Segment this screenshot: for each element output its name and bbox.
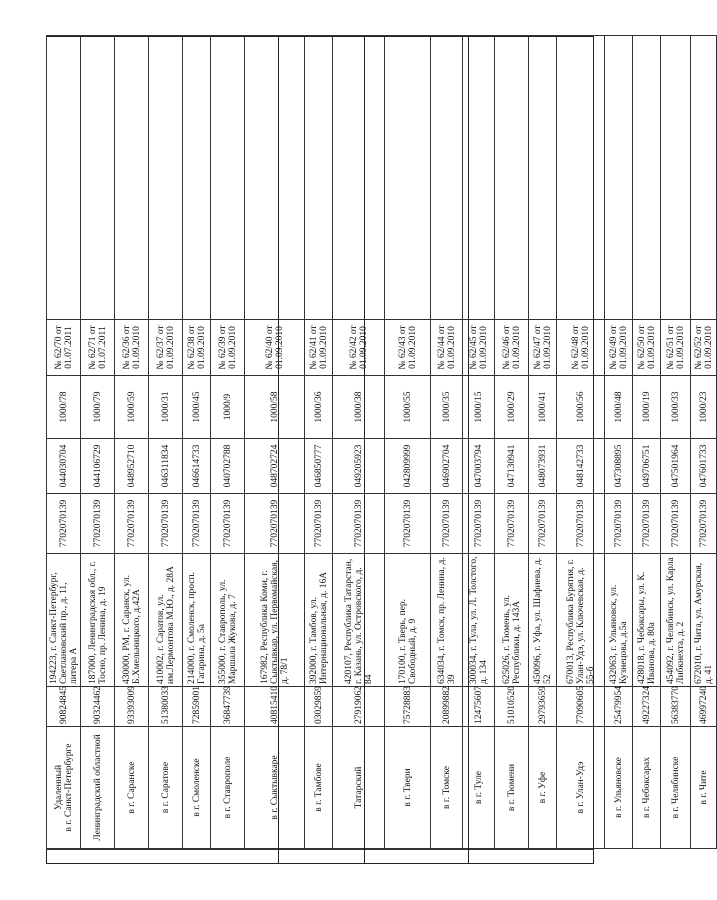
cell-office: в г. Уфе [529, 727, 557, 849]
cell-inn: 7702070139 [305, 494, 333, 554]
cell-bik: 047601733 [691, 439, 717, 494]
rotated-table-area [46, 36, 714, 864]
cell-number: 1000/36 [305, 376, 333, 439]
cell-code: 75728883 [385, 687, 431, 727]
cell-office: в г. Туле [463, 727, 495, 849]
cell-number: 1000/56 [557, 376, 605, 439]
cell-code: 77090605 [557, 687, 605, 727]
cell-code: 46997240 [691, 687, 717, 727]
cell-bik: 049205923 [333, 439, 385, 494]
cell-empty [47, 36, 81, 320]
cell-document: № 62/41 от 01.09.2010 [305, 320, 333, 376]
cell-inn: 7702070139 [245, 494, 305, 554]
cell-bik: 046850777 [305, 439, 333, 494]
table-row [661, 36, 691, 849]
cell-document: № 62/43 от 01.09.2010 [385, 320, 431, 376]
cell-inn: 7702070139 [149, 494, 183, 554]
cell-office: в г. Улан-Удэ [557, 727, 605, 849]
cell-document: № 62/45 от 01.09.2010 [463, 320, 495, 376]
cell-address: 300034, г. Тула, ул. Л. Толстого, д. 134 [463, 554, 495, 687]
cell-number: 1000/19 [633, 376, 661, 439]
cell-office: в г. Чите [691, 727, 717, 849]
cell-address: 454092, г. Челябинск, ул. Карла Либкнехта, д. 2 [661, 554, 691, 687]
cell-number: 1000/58 [245, 376, 305, 439]
cell-number: 1000/41 [529, 376, 557, 439]
cell-inn: 7702070139 [463, 494, 495, 554]
cell-code: 29793659 [529, 687, 557, 727]
cell-inn: 7702070139 [495, 494, 529, 554]
cell-empty [115, 36, 149, 320]
cell-number: 1000/15 [463, 376, 495, 439]
cell-document: № 62/46 от 01.09.2010 [495, 320, 529, 376]
cell-number: 1000/48 [605, 376, 633, 439]
cell-office: в г. Саратове [149, 727, 183, 849]
cell-document: № 62/37 от 01.09.2010 [149, 320, 183, 376]
cell-address: 355000, г. Ставрополь, ул. Маршала Жукова, д. 7 [211, 554, 245, 687]
cell-document: № 62/49 от 01.09.2010 [605, 320, 633, 376]
table-row [633, 36, 661, 849]
cell-document: № 62/42 от 01.09.2010 [333, 320, 385, 376]
cell-inn: 7702070139 [529, 494, 557, 554]
cell-office: в г. Сыктывкаре [245, 727, 305, 849]
table-row [115, 36, 149, 849]
cell-inn: 7702070139 [691, 494, 717, 554]
cell-bik: 048702724 [245, 439, 305, 494]
cell-office: в г. Твери [385, 727, 431, 849]
cell-address: 450096, г. Уфа, ул. Шафиева, д. 52 [529, 554, 557, 687]
cell-number: 1000/79 [81, 376, 115, 439]
cell-bik: 046902704 [431, 439, 463, 494]
cell-number: 1000/23 [691, 376, 717, 439]
cell-number: 1000/38 [333, 376, 385, 439]
cell-empty [81, 36, 115, 320]
cell-inn: 7702070139 [115, 494, 149, 554]
cell-document: № 62/70 от 01.07.2011 [47, 320, 81, 376]
cell-number: 1000/55 [385, 376, 431, 439]
cell-code: 25479954 [605, 687, 633, 727]
cell-document: № 62/40 от 01.09.2010 [245, 320, 305, 376]
cell-code: 56383770 [661, 687, 691, 727]
cell-bik: 048952710 [115, 439, 149, 494]
cell-address: 625026, г. Тюмень, ул. Республики, д. 143А [495, 554, 529, 687]
cell-bik: 042809999 [385, 439, 431, 494]
cell-code: 27919062 [333, 687, 385, 727]
cell-address: 430000, РМ, г. Саранск, ул. Б.Хмельницкого, д.42А [115, 554, 149, 687]
cell-code: 40815410 [245, 687, 305, 727]
cell-empty [691, 36, 717, 320]
cell-bik: 044030704 [47, 439, 81, 494]
cell-bik: 047003794 [463, 439, 495, 494]
cell-office: в г. Тамбове [305, 727, 333, 849]
cell-office: в г. Челябинске [661, 727, 691, 849]
cell-empty [183, 36, 211, 320]
cell-number: 1000/35 [431, 376, 463, 439]
cell-office: в г. Саранске [115, 727, 149, 849]
table-row [605, 36, 633, 849]
cell-office: Татарский [333, 727, 385, 849]
cell-empty [211, 36, 245, 320]
cell-address: 194223, г. Санкт-Петербург, Светлановский пр., д. 11, литера А [47, 554, 81, 687]
cell-number: 1000/31 [149, 376, 183, 439]
cell-document: № 62/47 от 01.09.2010 [529, 320, 557, 376]
cell-code: 93393009 [115, 687, 149, 727]
cell-code: 49227324 [633, 687, 661, 727]
cell-number: 1000/9 [211, 376, 245, 439]
cell-code: 51380033 [149, 687, 183, 727]
cell-number: 1000/29 [495, 376, 529, 439]
cell-code: 90824845 [47, 687, 81, 727]
cell-address: 187000, Ленинградская обл., г. Тосно, пр. Ленина, д. 19 [81, 554, 115, 687]
cell-inn: 7702070139 [557, 494, 605, 554]
cell-inn: 7702070139 [431, 494, 463, 554]
cell-inn: 7702070139 [385, 494, 431, 554]
cell-office: Удаленный в г. Санкт-Петербурге [47, 727, 81, 849]
cell-office: Ленинградский областной [81, 727, 115, 849]
cell-bik: 046614733 [183, 439, 211, 494]
cell-document: № 62/71 от 01.07.2011 [81, 320, 115, 376]
cell-office: в г. Томске [431, 727, 463, 849]
table-row [211, 36, 245, 849]
cell-office: в г. Смоленске [183, 727, 211, 849]
cell-office: в г. Ульяновске [605, 727, 633, 849]
cell-number: 1000/45 [183, 376, 211, 439]
cell-empty [149, 36, 183, 320]
table-row [149, 36, 183, 849]
cell-address: 432063, г. Ульяновск, ул. Кузнецова, д.5а [605, 554, 633, 687]
cell-address: 634034, г. Томск, пр. Ленина, д. 39 [431, 554, 463, 687]
cell-document: № 62/38 от 01.09.2010 [183, 320, 211, 376]
cell-bik: 046311834 [149, 439, 183, 494]
cell-inn: 7702070139 [633, 494, 661, 554]
cell-address: 670013, Республика Бурятия, г. Улан-Удэ, ул. Ключевская, д. 55-б [557, 554, 605, 687]
cell-document: № 62/48 от 01.09.2010 [557, 320, 605, 376]
cell-office: в г. Чебоксарах [633, 727, 661, 849]
cell-code: 03029859 [305, 687, 333, 727]
cell-address: 170100, г. Тверь, пер. Свободный, д. 9 [385, 554, 431, 687]
cell-number: 1000/78 [47, 376, 81, 439]
cell-address: 410002, г. Саратов, ул. им.Лермонтова М.Ю., д. 28А [149, 554, 183, 687]
cell-office: в г. Ставрополе [211, 727, 245, 849]
cell-bik: 040702788 [211, 439, 245, 494]
cell-bik: 049706751 [633, 439, 661, 494]
blank-rows-area [278, 36, 594, 864]
cell-inn: 7702070139 [47, 494, 81, 554]
cell-address: 392000, г. Тамбов, ул. Интернациональная, д. 16А [305, 554, 333, 687]
cell-address: 672010, г. Чита, ул. Амурская, д. 41 [691, 554, 717, 687]
cell-inn: 7702070139 [605, 494, 633, 554]
cell-inn: 7702070139 [211, 494, 245, 554]
cell-code: 12475607 [463, 687, 495, 727]
cell-address: 214000, г. Смоленск, просп. Гагарина, д. 5а [183, 554, 211, 687]
cell-document: № 62/39 от 01.09.2010 [211, 320, 245, 376]
cell-address: 428018, г. Чебоксары, ул. К. Иванова, д. 80а [633, 554, 661, 687]
cell-bik: 047308895 [605, 439, 633, 494]
cell-empty [661, 36, 691, 320]
cell-document: № 62/51 от 01.09.2010 [661, 320, 691, 376]
cell-document: № 62/50 от 01.09.2010 [633, 320, 661, 376]
cell-bik: 047130941 [495, 439, 529, 494]
cell-bik: 047501964 [661, 439, 691, 494]
cell-code: 90324462 [81, 687, 115, 727]
cell-document: № 62/44 от 01.09.2010 [431, 320, 463, 376]
cell-number: 1000/59 [115, 376, 149, 439]
cell-document: № 62/36 от 01.09.2010 [115, 320, 149, 376]
cell-code: 51010520 [495, 687, 529, 727]
cell-inn: 7702070139 [183, 494, 211, 554]
table-row [183, 36, 211, 849]
cell-address: 167982, Республика Коми, г. Сыктывкар, ул. Первомайская, д. 78/1 [245, 554, 305, 687]
cell-address: 420107, Республика Татарстан, г. Казань, ул. Островского, д. 84 [333, 554, 385, 687]
cell-bik: 048142733 [557, 439, 605, 494]
cell-code: 72859001 [183, 687, 211, 727]
cell-bik: 044106729 [81, 439, 115, 494]
cell-code: 20899882 [431, 687, 463, 727]
table-row [47, 36, 81, 849]
cell-number: 1000/33 [661, 376, 691, 439]
table-row [691, 36, 717, 849]
cell-empty [633, 36, 661, 320]
cell-code: 36847739 [211, 687, 245, 727]
cell-inn: 7702070139 [81, 494, 115, 554]
cell-empty [605, 36, 633, 320]
cell-inn: 7702070139 [333, 494, 385, 554]
cell-office: в г. Тюмени [495, 727, 529, 849]
table-row [81, 36, 115, 849]
cell-document: № 62/52 от 01.09.2010 [691, 320, 717, 376]
cell-bik: 048073931 [529, 439, 557, 494]
cell-inn: 7702070139 [661, 494, 691, 554]
